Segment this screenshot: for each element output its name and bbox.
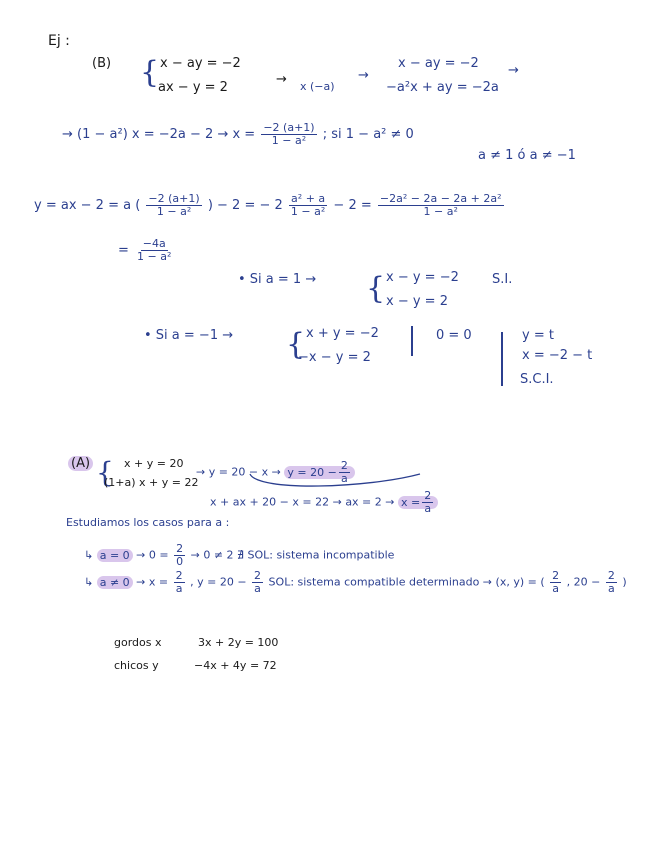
case-nonzero-y: , y = 20 − [190, 575, 247, 589]
y-fraction-3-num: −2a² − 2a − 2a + 2a² [379, 192, 502, 205]
system-b-eq2: ax − y = 2 [158, 80, 228, 95]
return-arrow-icon: ↳ [84, 548, 94, 562]
y-text-b: ) − 2 = − 2 [207, 198, 283, 213]
case-a-zero-hl: a = 0 [97, 549, 133, 562]
x-frac-den: a [424, 502, 432, 515]
y-result-num: −4a [142, 237, 166, 250]
cn-den-2: a [254, 582, 261, 595]
chicos-equation: −4x + 4y = 72 [194, 659, 277, 672]
cn-num-3: 2 [552, 569, 560, 582]
y-fraction-3-den: 1 − a² [423, 205, 458, 218]
case-a-1-label: • Si a = −1 → [144, 328, 234, 343]
part-a-step2 [210, 490, 438, 515]
case-a-1-sol-x: x = −2 − t [522, 348, 593, 363]
part-b-tag: (B) [92, 56, 112, 71]
system-a-eq1: x + y = 20 [124, 457, 184, 470]
return-arrow-icon: ↳ [84, 575, 94, 589]
case-nonzero-sol: SOL: sistema compatible determinado → (x, y) = ( [268, 575, 545, 589]
case-a-1-eq1: x + y = −2 [306, 326, 379, 341]
solution-bar [501, 332, 503, 386]
y-fraction-1 [146, 193, 201, 218]
case-a-zero-text: → 0 = [136, 548, 169, 562]
y-fraction-1-num: −2 (a+1) [148, 192, 200, 205]
case-zero-den: 0 [176, 555, 184, 568]
condition-values: a ≠ 1 ó a ≠ −1 [478, 148, 576, 163]
case-a1-eq2: x − y = 2 [386, 294, 448, 309]
step2-text: x + ax + 20 − x = 22 → ax = 2 → [210, 495, 395, 509]
case-a-1-sol-y: y = t [522, 328, 554, 343]
part-a-tag [68, 456, 93, 471]
cn-den-3: a [552, 582, 559, 595]
solve-x-text: → (1 − a²) x = −2a − 2 → x = [62, 127, 256, 142]
case-a-zero-result: → 0 ≠ 2 ∄ SOL: sistema incompatible [190, 548, 395, 562]
y-highlight-text: y = 20 − [287, 465, 337, 479]
case-a1-brace: { [366, 271, 386, 306]
case-a-1-reduction: 0 = 0 [436, 328, 472, 343]
chicos-label: chicos y [114, 659, 159, 672]
study-cases-heading: Estudiamos los casos para a : [66, 516, 230, 529]
arrow-icon: → [276, 72, 287, 87]
y-result-fraction [135, 238, 173, 263]
close-paren: ) [622, 575, 627, 589]
case-a-1-eq2: −x − y = 2 [298, 350, 371, 365]
cn-num-4: 2 [607, 569, 615, 582]
case-a-nonzero [84, 570, 627, 595]
arrow-icon: → [508, 63, 519, 78]
y-text-c: − 2 = [333, 198, 372, 213]
y-fraction-2-den: 1 − a² [290, 205, 326, 218]
case-a1-result: S.I. [492, 272, 513, 287]
part-a-tag-text: (A) [68, 456, 93, 471]
x-fraction-num: −2 (a+1) [263, 121, 315, 134]
rewritten-eq1: x − ay = −2 [398, 56, 479, 71]
x-highlight [398, 489, 438, 515]
arrow-icon: → [358, 68, 369, 83]
case-a1-label: • Si a = 1 → [238, 272, 317, 287]
y-result-line [118, 238, 175, 263]
exercise-label: Ej : [48, 33, 70, 49]
x-highlight-text: x = [401, 495, 421, 509]
y-fraction-2 [289, 193, 327, 218]
y-text-a: y = ax − 2 = a ( [34, 198, 141, 213]
y-frac-num: 2 [340, 459, 348, 472]
case-a-zero [84, 543, 394, 568]
x-frac-num: 2 [424, 489, 432, 502]
case-nonzero-text: → x = [136, 575, 169, 589]
solve-y-line [34, 193, 506, 218]
system-brace: { [140, 55, 160, 90]
y-frac-den: a [340, 472, 348, 485]
cn-num-1: 2 [175, 569, 183, 582]
case-nonzero-sol2: , 20 − [566, 575, 601, 589]
divider-line [411, 326, 413, 356]
y-fraction-3 [378, 193, 504, 218]
gordos-equation: 3x + 2y = 100 [198, 636, 279, 649]
case-zero-num: 2 [176, 542, 184, 555]
solve-x-line [62, 122, 414, 147]
multiplier-note: x (−a) [300, 80, 335, 93]
step1-text: → y = 20 − x → [196, 465, 281, 479]
case-a-nonzero-hl: a ≠ 0 [97, 576, 133, 589]
system-a-eq2: (1+a) x + y = 22 [104, 476, 199, 489]
case-a-1-brace: { [286, 327, 306, 362]
case-a1-eq1: x − y = −2 [386, 270, 459, 285]
cn-num-2: 2 [254, 569, 262, 582]
y-result-den: 1 − a² [137, 250, 172, 263]
gordos-label: gordos x [114, 636, 162, 649]
equals-sign: = [118, 243, 129, 258]
cn-den-1: a [175, 582, 183, 595]
y-fraction-1-den: 1 − a² [156, 205, 192, 218]
condition-text: ; si 1 − a² ≠ 0 [322, 127, 414, 142]
x-fraction-den: 1 − a² [271, 134, 307, 147]
system-b-eq1: x − ay = −2 [160, 56, 241, 71]
cn-den-4: a [607, 582, 615, 595]
x-fraction [261, 122, 316, 147]
rewritten-eq2: −a²x + ay = −2a [386, 80, 499, 95]
case-a-1-result: S.C.I. [520, 372, 554, 387]
y-fraction-2-num: a² + a [291, 192, 326, 205]
system-a-brace: { [96, 456, 114, 489]
